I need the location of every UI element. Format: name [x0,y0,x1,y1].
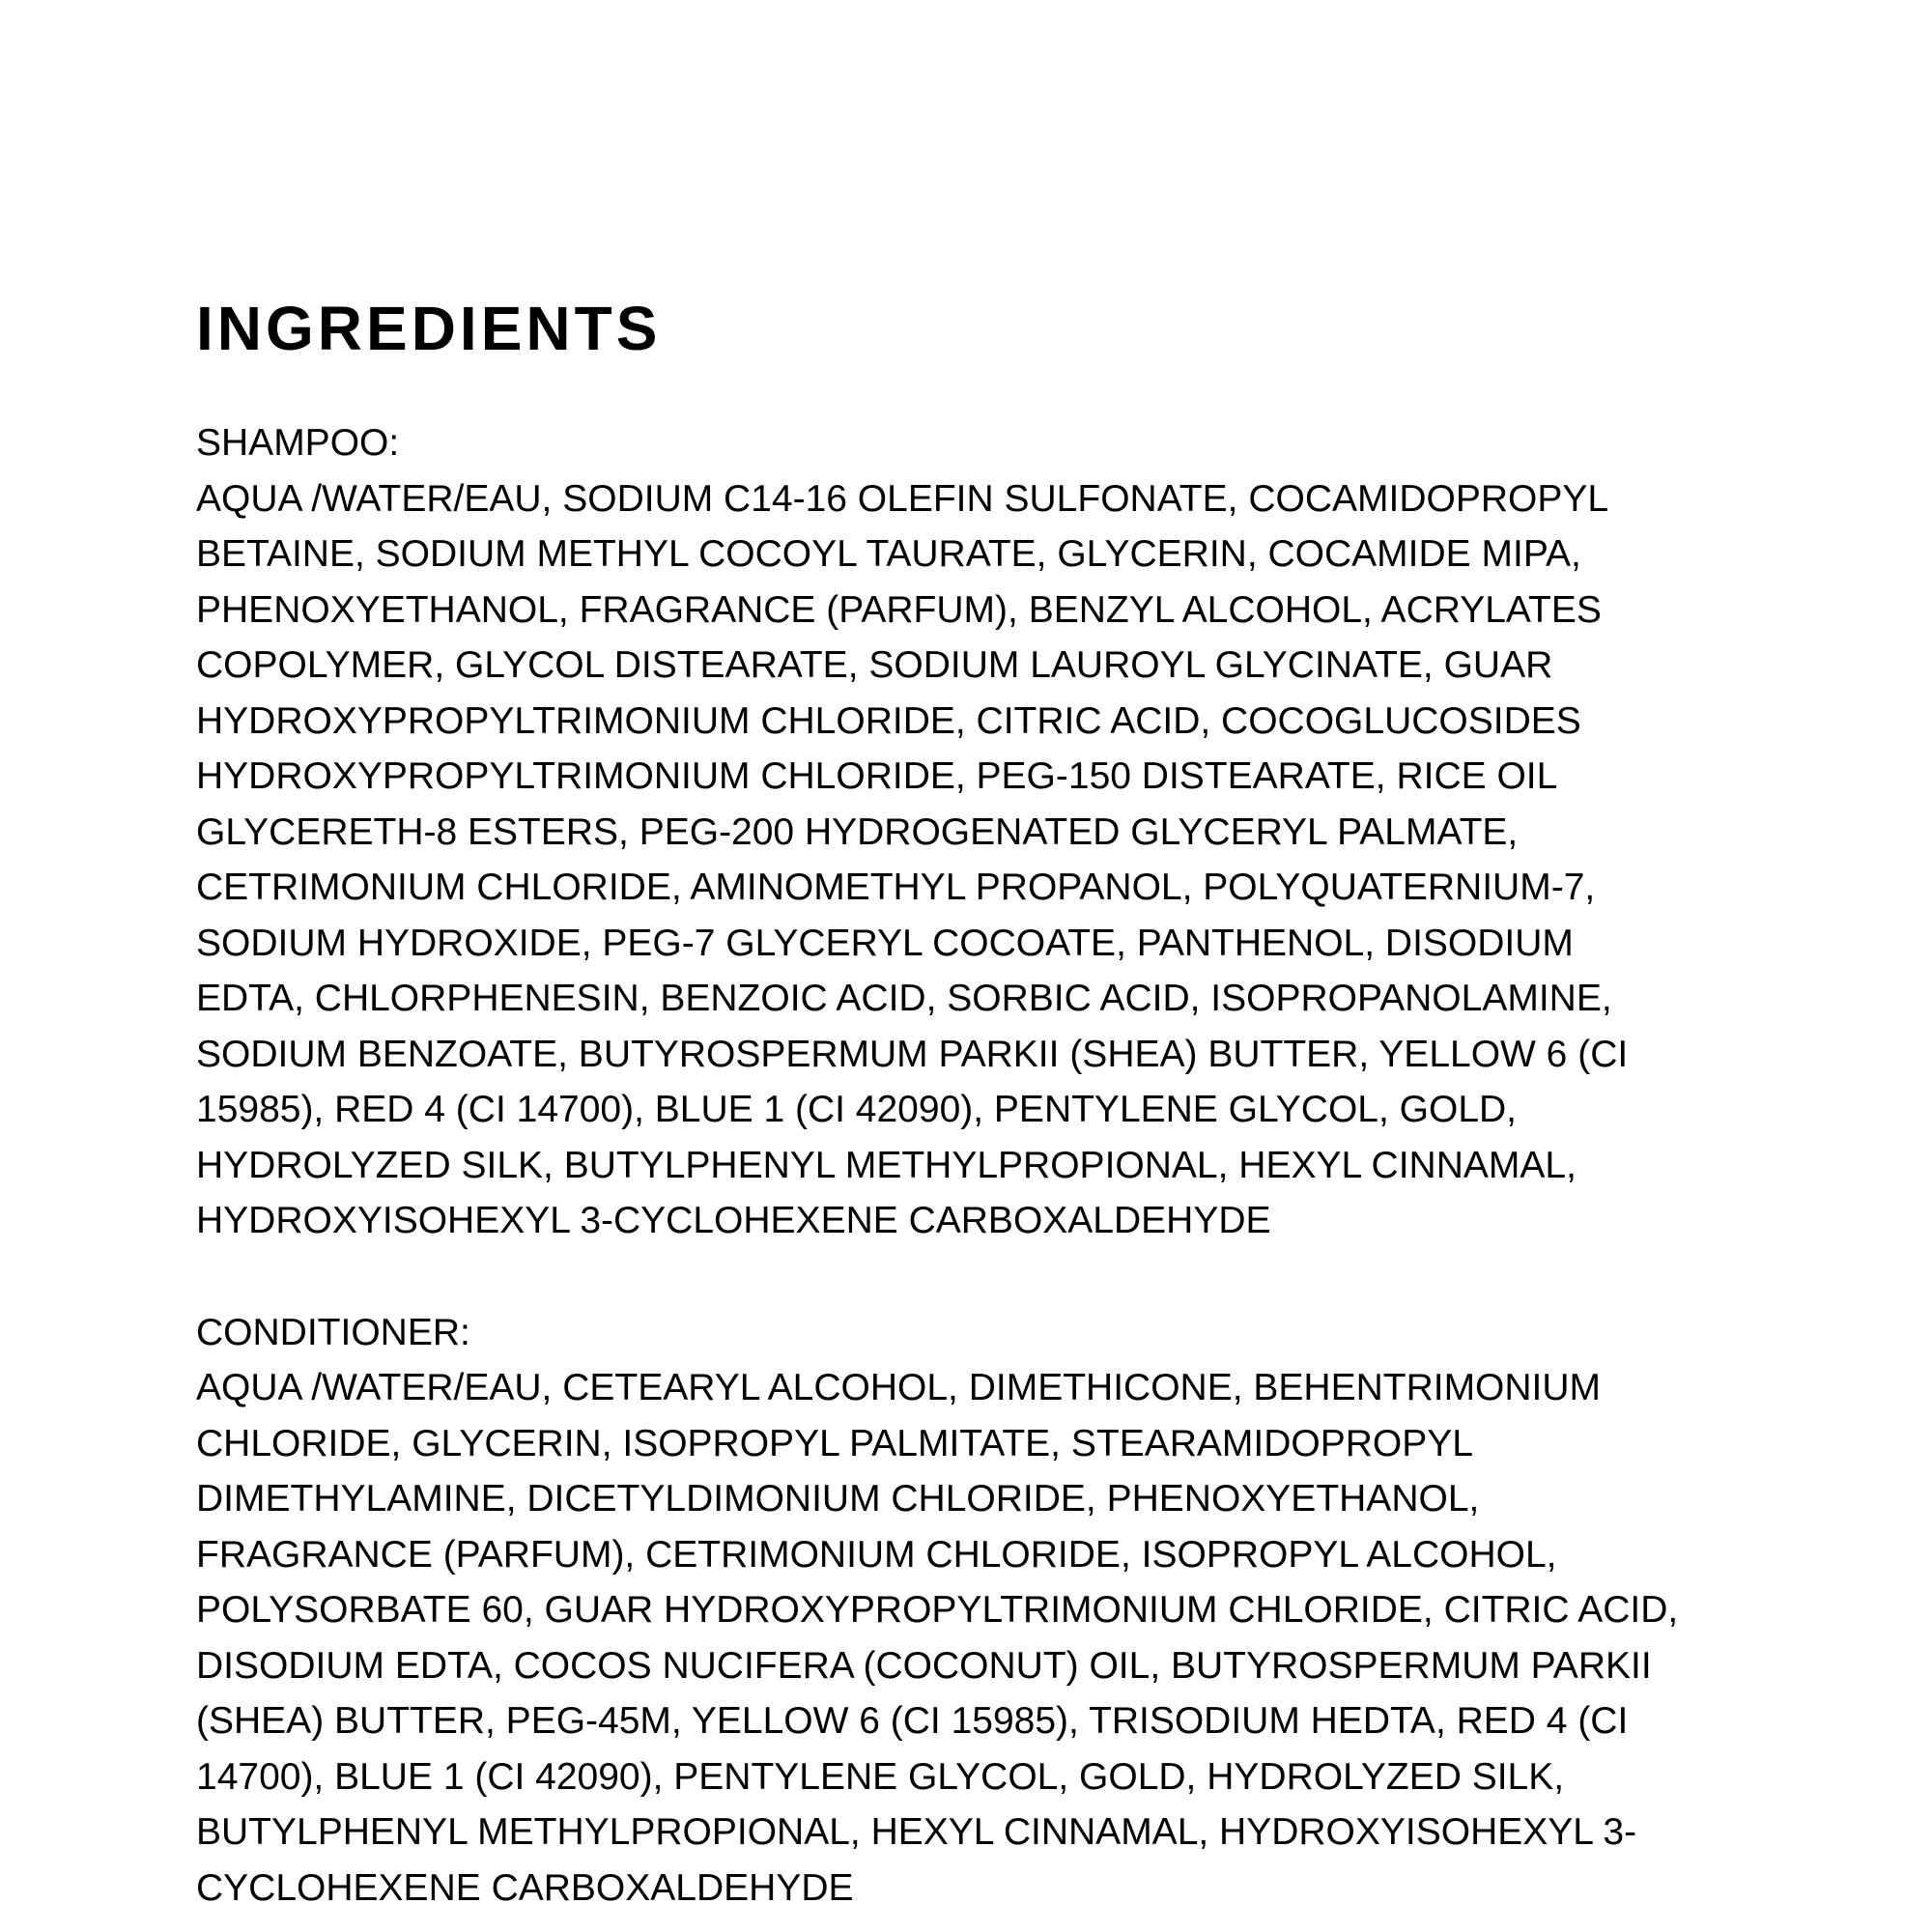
conditioner-label: CONDITIONER: [196,1311,470,1353]
conditioner-line: POLYSORBATE 60, GUAR HYDROXYPROPYLTRIMONIUM CHLORIDE, CITRIC ACID, [196,1589,1679,1631]
shampoo-line: 15985), RED 4 (CI 14700), BLUE 1 (CI 42090), PENTYLENE GLYCOL, GOLD, [196,1089,1518,1130]
shampoo-line: CETRIMONIUM CHLORIDE, AMINOMETHYL PROPANOL, POLYQUATERNIUM-7, [196,867,1596,908]
shampoo-line: SODIUM HYDROXIDE, PEG-7 GLYCERYL COCOATE, PANTHENOL, DISODIUM [196,922,1574,964]
shampoo-line: AQUA /WATER/EAU, SODIUM C14-16 OLEFIN SULFONATE, COCAMIDOPROPYL [196,477,1609,520]
shampoo-line: HYDROXYISOHEXYL 3-CYCLOHEXENE CARBOXALDEHYDE [196,1200,1271,1241]
conditioner-line: CHLORIDE, GLYCERIN, ISOPROPYL PALMITATE, STEARAMIDOPROPYL [196,1422,1473,1464]
conditioner-line: 14700), BLUE 1 (CI 42090), PENTYLENE GLYCOL, GOLD, HYDROLYZED SILK, [196,1755,1565,1798]
page-title: INGREDIENTS [196,294,662,363]
shampoo-line: HYDROXYPROPYLTRIMONIUM CHLORIDE, CITRIC ACID, COCOGLUCOSIDES [196,699,1581,742]
conditioner-line: FRAGRANCE (PARFUM), CETRIMONIUM CHLORIDE, ISOPROPYL ALCOHOL, [196,1533,1557,1576]
shampoo-line: GLYCERETH-8 ESTERS, PEG-200 HYDROGENATED GLYCERYL PALMATE, [196,810,1519,853]
shampoo-section [196,415,1780,1249]
ingredients-page [196,290,1780,1916]
conditioner-ingredients [196,1360,1780,1916]
conditioner-line: AQUA /WATER/EAU, CETEARYL ALCOHOL, DIMETHICONE, BEHENTRIMONIUM [196,1367,1602,1408]
shampoo-line: PHENOXYETHANOL, FRAGRANCE (PARFUM), BENZYL ALCOHOL, ACRYLATES [196,588,1602,631]
conditioner-line: BUTYLPHENYL METHYLPROPIONAL, HEXYL CINNAMAL, HYDROXYISOHEXYL 3- [196,1811,1637,1853]
conditioner-line: DIMETHYLAMINE, DICETYLDIMONIUM CHLORIDE, PHENOXYETHANOL, [196,1478,1480,1520]
shampoo-label: SHAMPOO: [196,422,400,464]
shampoo-line: SODIUM BENZOATE, BUTYROSPERMUM PARKII (SHEA) BUTTER, YELLOW 6 (CI [196,1033,1629,1075]
shampoo-ingredients [196,471,1780,1249]
shampoo-line: COPOLYMER, GLYCOL DISTEARATE, SODIUM LAUROYL GLYCINATE, GUAR [196,644,1553,686]
shampoo-line: HYDROXYPROPYLTRIMONIUM CHLORIDE, PEG-150 DISTEARATE, RICE OIL [196,755,1558,797]
shampoo-line: HYDROLYZED SILK, BUTYLPHENYL METHYLPROPIONAL, HEXYL CINNAMAL, [196,1144,1577,1186]
conditioner-line: CYCLOHEXENE CARBOXALDEHYDE [196,1866,854,1909]
conditioner-line: (SHEA) BUTTER, PEG-45M, YELLOW 6 (CI 15985), TRISODIUM HEDTA, RED 4 (CI [196,1700,1629,1742]
conditioner-line: DISODIUM EDTA, COCOS NUCIFERA (COCONUT) OIL, BUTYROSPERMUM PARKII [196,1644,1652,1687]
conditioner-section [196,1305,1780,1917]
shampoo-line: BETAINE, SODIUM METHYL COCOYL TAURATE, GLYCERIN, COCAMIDE MIPA, [196,533,1581,575]
shampoo-line: EDTA, CHLORPHENESIN, BENZOIC ACID, SORBIC ACID, ISOPROPANOLAMINE, [196,978,1612,1019]
